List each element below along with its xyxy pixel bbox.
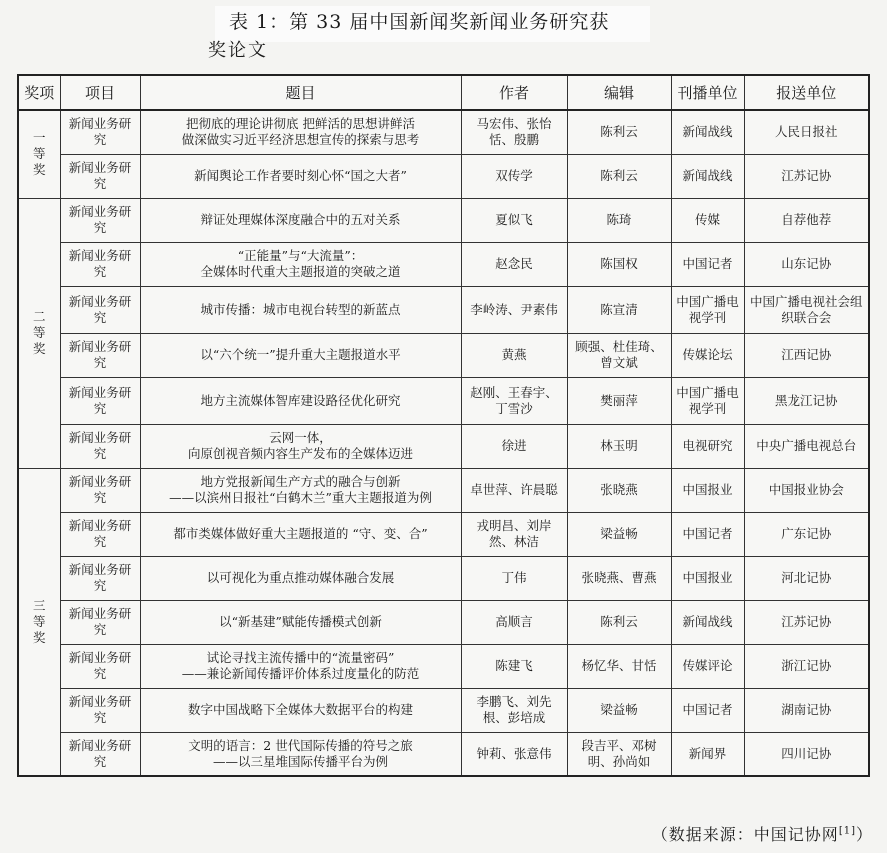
publisher-cell: 传媒: [671, 198, 744, 242]
title-cell: [140, 198, 461, 242]
table-row: [18, 556, 869, 600]
author-cell: 卓世萍、许晨聪: [461, 468, 567, 512]
header-project: 项目: [60, 75, 140, 110]
editor-cell: 陈利云: [567, 600, 671, 644]
author-cell: 夏似飞: [461, 198, 567, 242]
title-line: “正能量”与“大流量”：: [237, 248, 364, 263]
title-line: 试论寻找主流传播中的“流量密码”: [206, 650, 395, 665]
grade-cell-first: 一 等 奖: [18, 110, 60, 198]
table-row: [18, 377, 869, 424]
submitter-cell: 广东记协: [744, 512, 869, 556]
editor-cell: 陈利云: [567, 110, 671, 154]
project-cell: 新闻业务研究: [60, 333, 140, 377]
project-cell: 新闻业务研究: [60, 644, 140, 688]
submitter-cell: 中国报业协会: [744, 468, 869, 512]
submitter-cell: 人民日报社: [744, 110, 869, 154]
title-line: 都市类媒体做好重大主题报道的 “守、变、合”: [173, 526, 428, 541]
submitter-cell: 自荐他荐: [744, 198, 869, 242]
author-cell: 双传学: [461, 154, 567, 198]
title-line: 以“六个统一”提升重大主题报道水平: [200, 347, 401, 362]
publisher-cell: 传媒评论: [671, 644, 744, 688]
title-line: 云网一体，: [269, 430, 332, 445]
title-cell: [140, 333, 461, 377]
title-line: ——以三星堆国际传播平台为例: [212, 753, 388, 769]
title-cell: [140, 732, 461, 776]
grade-cell-third: 三 等 奖: [18, 468, 60, 776]
table-caption: 表 1：第 33 届中国新闻奖新闻业务研究获: [215, 6, 650, 42]
awards-table: [17, 74, 870, 777]
table-row: [18, 110, 869, 154]
author-cell: 赵念民: [461, 242, 567, 286]
title-cell: [140, 154, 461, 198]
project-cell: 新闻业务研究: [60, 556, 140, 600]
title-line: 城市传播：城市电视台转型的新蓝点: [200, 301, 401, 317]
editor-cell: 顾强、杜佳琦、曾文斌: [567, 333, 671, 377]
table-row: [18, 286, 869, 333]
title-cell: [140, 424, 461, 468]
editor-cell: 陈利云: [567, 154, 671, 198]
header-row: [18, 75, 869, 110]
title-cell: [140, 110, 461, 154]
author-cell: 马宏伟、张怡恬、殷鹏: [461, 110, 567, 154]
header-editor: 编辑: [567, 75, 671, 110]
title-cell: [140, 468, 461, 512]
publisher-cell: 新闻战线: [671, 110, 744, 154]
editor-cell: 梁益畅: [567, 512, 671, 556]
project-cell: 新闻业务研究: [60, 600, 140, 644]
author-cell: 高顺言: [461, 600, 567, 644]
title-cell: [140, 556, 461, 600]
title-line: 以可视化为重点推动媒体融合发展: [206, 570, 395, 585]
title-cell: [140, 512, 461, 556]
author-cell: 李岭涛、尹素伟: [461, 286, 567, 333]
title-line: 以“新基建”赋能传播模式创新: [219, 614, 382, 629]
title-line: 数字中国战略下全媒体大数据平台的构建: [187, 702, 413, 717]
submitter-cell: 湖南记协: [744, 688, 869, 732]
table-row: [18, 512, 869, 556]
table-row: [18, 333, 869, 377]
submitter-cell: 中央广播电视总台: [744, 424, 869, 468]
project-cell: 新闻业务研究: [60, 110, 140, 154]
author-cell: 戎明昌、刘岸然、林洁: [461, 512, 567, 556]
title-cell: [140, 600, 461, 644]
title-cell: [140, 644, 461, 688]
project-cell: 新闻业务研究: [60, 198, 140, 242]
publisher-cell: 中国报业: [671, 468, 744, 512]
editor-cell: 段吉平、邓树明、孙尚如: [567, 732, 671, 776]
editor-cell: 樊丽萍: [567, 377, 671, 424]
table-row: [18, 424, 869, 468]
editor-cell: 张晓燕、曹燕: [567, 556, 671, 600]
author-cell: 徐进: [461, 424, 567, 468]
project-cell: 新闻业务研究: [60, 732, 140, 776]
table-row: [18, 600, 869, 644]
title-cell: [140, 242, 461, 286]
table-row: [18, 198, 869, 242]
title-line: ——兼论新闻传播评价体系过度量化的防范: [181, 666, 420, 681]
editor-cell: 陈国权: [567, 242, 671, 286]
project-cell: 新闻业务研究: [60, 377, 140, 424]
title-line: 地方党报新闻生产方式的融合与创新: [200, 474, 401, 489]
publisher-cell: 新闻战线: [671, 600, 744, 644]
title-line: 辩证处理媒体深度融合中的五对关系: [200, 212, 401, 227]
author-cell: 丁伟: [461, 556, 567, 600]
submitter-cell: 四川记协: [744, 732, 869, 776]
submitter-cell: 江西记协: [744, 333, 869, 377]
source-text: （数据来源：中国记协网: [651, 825, 839, 844]
table-row: [18, 644, 869, 688]
author-cell: 赵刚、王春宇、丁雪沙: [461, 377, 567, 424]
editor-cell: 梁益畅: [567, 688, 671, 732]
header-title: 题目: [140, 75, 461, 110]
publisher-cell: 新闻战线: [671, 154, 744, 198]
editor-cell: 林玉明: [567, 424, 671, 468]
title-line: 把彻底的理论讲彻底 把鲜活的思想讲鲜活: [186, 116, 415, 132]
submitter-cell: 江苏记协: [744, 154, 869, 198]
header-grade: 奖项: [18, 75, 60, 110]
publisher-cell: 中国记者: [671, 512, 744, 556]
publisher-cell: 中国记者: [671, 242, 744, 286]
submitter-cell: 中国广播电视社会组织联合会: [744, 286, 869, 333]
table-caption-continued: 奖论文: [208, 40, 268, 61]
title-cell: [140, 688, 461, 732]
header-author: 作者: [461, 75, 567, 110]
title-line: 新闻舆论工作者要时刻心怀“国之大者”: [194, 168, 407, 183]
submitter-cell: 河北记协: [744, 556, 869, 600]
editor-cell: 陈宣清: [567, 286, 671, 333]
table-row: [18, 154, 869, 198]
project-cell: 新闻业务研究: [60, 468, 140, 512]
editor-cell: 张晓燕: [567, 468, 671, 512]
source-close: ）: [855, 825, 873, 844]
title-line: 文明的语言：2 世代国际传播的符号之旅: [188, 737, 413, 753]
project-cell: 新闻业务研究: [60, 286, 140, 333]
author-cell: 李鹏飞、刘先根、彭培成: [461, 688, 567, 732]
submitter-cell: 江苏记协: [744, 600, 869, 644]
author-cell: 陈建飞: [461, 644, 567, 688]
title-line: 向原创视音频内容生产发布的全媒体迈进: [187, 446, 413, 461]
submitter-cell: 黑龙江记协: [744, 377, 869, 424]
publisher-cell: 中国广播电视学刊: [671, 377, 744, 424]
publisher-cell: 中国报业: [671, 556, 744, 600]
project-cell: 新闻业务研究: [60, 512, 140, 556]
title-line: ——以滨州日报社“白鹤木兰”重大主题报道为例: [169, 490, 432, 505]
publisher-cell: 新闻界: [671, 732, 744, 776]
table-row: [18, 242, 869, 286]
title-cell: [140, 377, 461, 424]
publisher-cell: 中国记者: [671, 688, 744, 732]
editor-cell: 杨忆华、甘恬: [567, 644, 671, 688]
publisher-cell: 电视研究: [671, 424, 744, 468]
data-source-note: [652, 822, 873, 845]
submitter-cell: 浙江记协: [744, 644, 869, 688]
title-line: 做深做实习近平经济思想宣传的探索与思考: [181, 132, 420, 148]
project-cell: 新闻业务研究: [60, 688, 140, 732]
title-line: 地方主流媒体智库建设路径优化研究: [200, 392, 401, 408]
project-cell: 新闻业务研究: [60, 154, 140, 198]
grade-cell-second: 二 等 奖: [18, 198, 60, 468]
header-submitter: 报送单位: [744, 75, 869, 110]
title-line: 全媒体时代重大主题报道的突破之道: [200, 264, 401, 279]
publisher-cell: 传媒论坛: [671, 333, 744, 377]
project-cell: 新闻业务研究: [60, 242, 140, 286]
editor-cell: 陈琦: [567, 198, 671, 242]
source-ref: [1]: [838, 825, 856, 837]
table-row: [18, 468, 869, 512]
table-row: [18, 688, 869, 732]
project-cell: 新闻业务研究: [60, 424, 140, 468]
title-cell: [140, 286, 461, 333]
author-cell: 黄燕: [461, 333, 567, 377]
table-row: [18, 732, 869, 776]
header-publisher: 刊播单位: [671, 75, 744, 110]
author-cell: 钟莉、张意伟: [461, 732, 567, 776]
submitter-cell: 山东记协: [744, 242, 869, 286]
publisher-cell: 中国广播电视学刊: [671, 286, 744, 333]
